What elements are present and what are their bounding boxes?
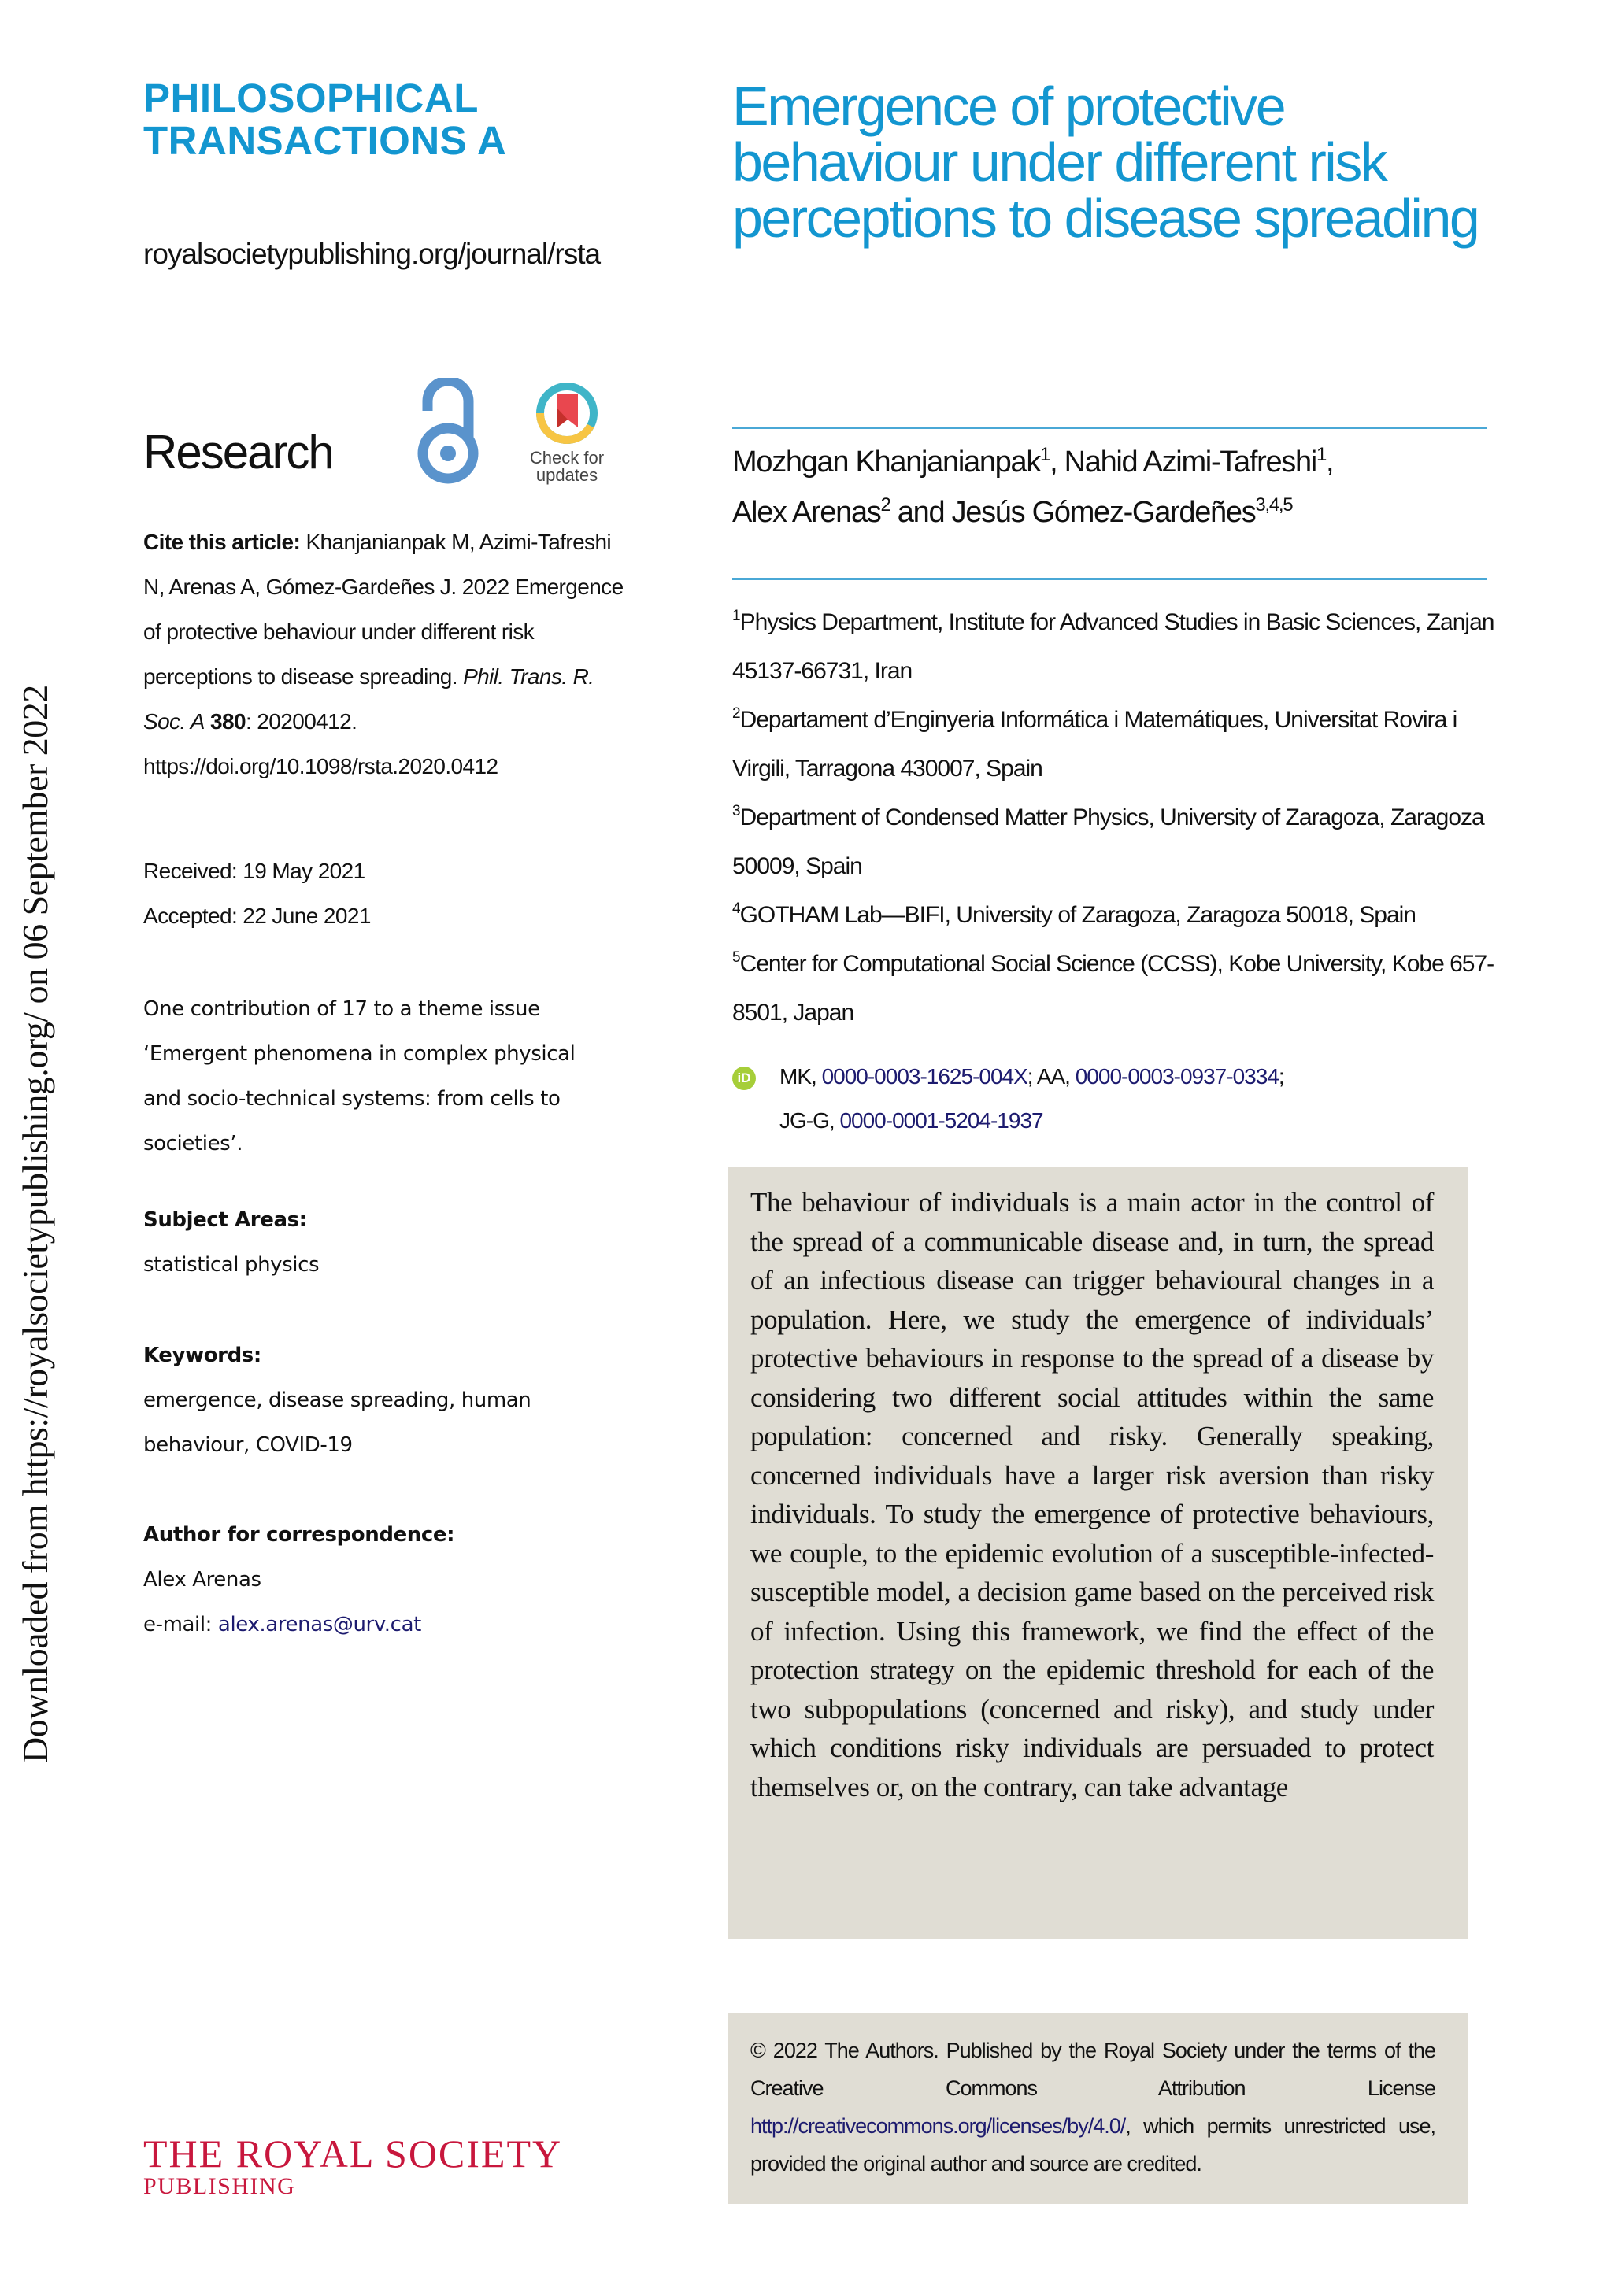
author: Jesús Gómez-Gardeñes$^{3,4,5}$ bbox=[951, 494, 1293, 529]
copyright-icon: © bbox=[750, 2039, 765, 2062]
correspondence-name: Alex Arenas bbox=[143, 1568, 261, 1592]
article-dates bbox=[143, 849, 371, 938]
author: Mozhgan Khanjanianpak$^1$, bbox=[732, 444, 1064, 479]
citation-label: Cite this article: bbox=[143, 530, 301, 554]
article-type: Research bbox=[143, 426, 333, 479]
logo-sub-text: PUBLISHING bbox=[143, 2173, 296, 2199]
logo-main-text: THE ROYAL SOCIETY bbox=[143, 2131, 563, 2176]
received-date: Received: 19 May 2021 bbox=[143, 859, 365, 883]
subject-areas bbox=[143, 1198, 631, 1288]
email-label: e-mail: bbox=[143, 1613, 218, 1636]
abstract-box bbox=[728, 1167, 1468, 1939]
license-box bbox=[728, 2013, 1468, 2204]
affiliation: $^3$Department of Condensed Matter Physics, University of Zaragoza, Zaragoza 50009, Spain bbox=[732, 803, 1484, 879]
email-link[interactable]: alex.arenas@urv.cat bbox=[217, 1613, 421, 1636]
affiliation: $^2$Departament d’Enginyeria Informática i Matemátiques, Universitat Rovira i Virgili, Tarragona 430007, Spain bbox=[732, 705, 1457, 782]
license-text: © 2022 The Authors. Published by the Royal Society under the terms of the Creative Commons Attribution License http://creativecommons.org/licenses/by/4.0/, which permits unrestricted use, provided the original author and source are credited. bbox=[750, 2039, 1435, 2176]
check-for-updates-icon bbox=[534, 380, 600, 446]
orcid-link[interactable]: 0000-0003-0937-0334 bbox=[1075, 1064, 1279, 1089]
journal-name bbox=[143, 77, 506, 162]
journal-url[interactable]: royalsocietypublishing.org/journal/rsta bbox=[143, 238, 601, 270]
affiliation: $^4$GOTHAM Lab—BIFI, University of Zaragoza, Zaragoza 50018, Spain bbox=[732, 900, 1416, 928]
author: Alex Arenas$^2$ and bbox=[732, 494, 952, 529]
check-for-updates-label: Check for updates bbox=[529, 448, 605, 485]
affiliation: $^1$Physics Department, Institute for Advanced Studies in Basic Sciences, Zanjan 45137-66731, Iran bbox=[732, 608, 1494, 684]
orcid-link[interactable]: 0000-0001-5204-1937 bbox=[839, 1108, 1043, 1133]
royal-society-publishing-logo bbox=[143, 2133, 562, 2199]
abstract-text: The behaviour of individuals is a main actor in the control of the spread of a communicable disease and, in turn, the spread of an infectious disease can trigger behavioural changes in a population. Here, we study the emergence of individuals’ protective behaviours in response to the spread of a disease by considering two different social attitudes within the same population: concerned and risky. Generally speaking, concerned individuals have a larger risk aversion than risky individuals. To study the emergence of protective behaviours, we couple, to the epidemic evolution of a susceptible-infected-susceptible model, a decision game based on the perceived risk of infection. Using this framework, we find the effect of the protection strategy on the epidemic threshold for each of the two subpopulations (concerned and risky), and study under which conditions risky individuals are persuaded to protect themselves or, on the contrary, can take advantage bbox=[750, 1187, 1434, 1802]
citation-volume: 380 bbox=[210, 709, 246, 734]
license-link[interactable]: http://creativecommons.org/licenses/by/4.0/ bbox=[750, 2114, 1126, 2138]
citation-journal: Phil. Trans. R. Soc. A bbox=[143, 664, 594, 734]
keywords bbox=[143, 1333, 631, 1468]
author: Nahid Azimi-Tafreshi$^1$, bbox=[1064, 444, 1334, 479]
orcid-link[interactable]: 0000-0003-1625-004X bbox=[821, 1064, 1027, 1089]
citation-article-number: : 20200412. bbox=[245, 709, 357, 734]
subject-areas-label: Subject Areas: bbox=[143, 1208, 307, 1232]
check-for-updates-button[interactable] bbox=[524, 380, 610, 484]
orcid-list: iD MK, 0000-0003-1625-004X; AA, 0000-0003-0937-0334; JG-G, 0000-0001-5204-1937 bbox=[732, 1055, 1504, 1143]
download-watermark: Downloaded from https://royalsocietypublishing.org/ on 06 September 2022 bbox=[15, 685, 55, 1763]
divider bbox=[732, 427, 1487, 429]
citation-doi-link[interactable]: https://doi.org/10.1098/rsta.2020.0412 bbox=[143, 754, 498, 778]
citation-block bbox=[143, 519, 631, 789]
affiliations bbox=[732, 598, 1512, 1037]
subject-areas-value: statistical physics bbox=[143, 1253, 320, 1277]
affiliation: $^5$Center for Computational Social Science (CCSS), Kobe University, Kobe 657-8501, Japan bbox=[732, 949, 1494, 1026]
keywords-label: Keywords: bbox=[143, 1344, 261, 1367]
keywords-value: emergence, disease spreading, human behaviour, COVID-19 bbox=[143, 1388, 531, 1457]
divider bbox=[732, 578, 1487, 580]
author-list bbox=[732, 437, 1504, 538]
journal-name-line1: PHILOSOPHICAL bbox=[143, 76, 479, 120]
accepted-date: Accepted: 22 June 2021 bbox=[143, 904, 371, 928]
article-title: Emergence of protective behaviour under different risk perceptions to disease spreading bbox=[732, 76, 1479, 249]
orcid-icon: iD bbox=[732, 1067, 756, 1090]
theme-issue-note: One contribution of 17 to a theme issue ‘Emergent phenomena in complex physical and socio-technical systems: from cells to societies’. bbox=[143, 997, 576, 1155]
correspondence bbox=[143, 1513, 631, 1647]
citation-text: Khanjanianpak M, Azimi-Tafreshi N, Arenas A, Gómez-Gardeñes J. 2022 Emergence of protective behaviour under different risk perceptions to disease spreading. bbox=[143, 530, 624, 689]
correspondence-label: Author for correspondence: bbox=[143, 1523, 455, 1547]
open-access-lock-icon bbox=[413, 378, 483, 486]
journal-name-line2: TRANSACTIONS A bbox=[143, 118, 507, 163]
